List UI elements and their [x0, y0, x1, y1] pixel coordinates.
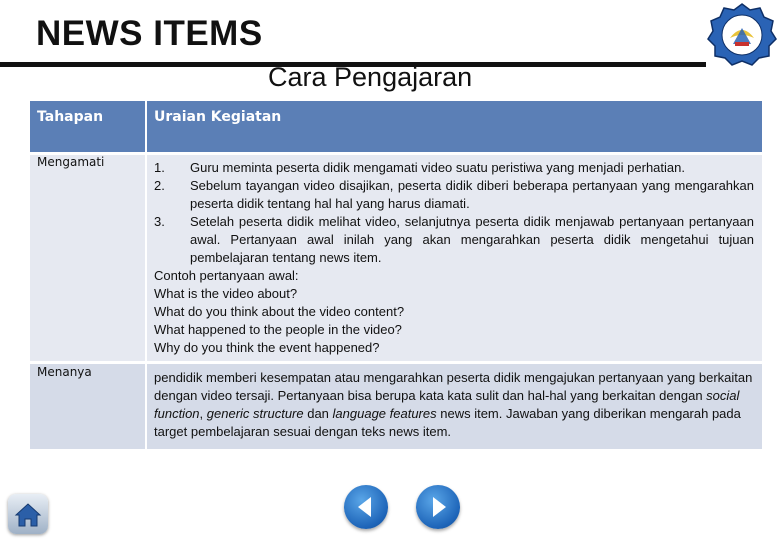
list-item — [154, 159, 754, 177]
stage-label: Menanya — [30, 362, 146, 449]
next-slide-button[interactable] — [416, 485, 460, 529]
arrow-left-icon — [344, 485, 388, 529]
step-number: 1. — [154, 159, 165, 175]
description-text: pendidik memberi kesempatan atau mengarahkan peserta didik mengajukan pertanyaan yang berkaitan dengan video tersaji. Pertanyaan bisa berupa kata kata sulit dan hal-hal yang berkaitan dengan — [154, 369, 753, 403]
home-button[interactable] — [8, 494, 48, 534]
column-header-uraian: Uraian Kegiatan — [146, 101, 762, 153]
question-item: Why do you think the event happened? — [154, 339, 380, 355]
teaching-steps-table — [30, 101, 762, 449]
step-number: 3. — [154, 213, 165, 229]
step-number: 2. — [154, 177, 165, 193]
table-row — [30, 362, 762, 449]
questions-label: Contoh pertanyaan awal: — [154, 267, 299, 283]
step-text: Guru meminta peserta didik mengamati video suatu peristiwa yang menjadi perhatian. — [190, 159, 685, 175]
stage-description — [146, 362, 762, 449]
stage-label: Mengamati — [30, 153, 146, 362]
description-text: news item. Jawaban yang diberikan mengarah pada target pembelajaran sesuai dengan teks news item. — [154, 405, 741, 439]
list-item — [154, 177, 754, 213]
step-list — [154, 159, 754, 267]
page-subtitle: Cara Pengajaran — [268, 62, 473, 92]
home-icon — [8, 494, 48, 534]
previous-slide-button[interactable] — [344, 485, 388, 529]
list-item — [154, 213, 754, 267]
separator-text: , — [199, 405, 207, 421]
arrow-right-icon — [416, 485, 460, 529]
term-social-function: social function — [154, 387, 740, 421]
separator-text: dan — [303, 405, 333, 421]
table-row — [30, 153, 762, 362]
step-text: Sebelum tayangan video disajikan, peserta didik diberi beberapa pertanyaan yang mengarahkan peserta didik tentang hal hal yang harus diamati. — [190, 177, 754, 211]
question-item: What do you think about the video content? — [154, 303, 405, 319]
stage-description — [146, 153, 762, 362]
page-title: NEWS ITEMS — [36, 14, 263, 53]
tut-wuri-handayani-logo — [706, 2, 778, 66]
question-item: What is the video about? — [154, 285, 298, 301]
question-item: What happened to the people in the video? — [154, 321, 402, 337]
table-header-row — [30, 101, 762, 153]
term-language-features: language features — [332, 405, 437, 421]
term-generic-structure: generic structure — [206, 405, 304, 421]
column-header-tahapan: Tahapan — [30, 101, 146, 153]
step-text: Setelah peserta didik melihat video, selanjutnya peserta didik menjawab pertanyaan pertanyaan awal. Pertanyaan awal inilah yang akan mengarahkan peserta didik mengetahui tujuan pembelajaran tentang news item. — [190, 213, 754, 265]
